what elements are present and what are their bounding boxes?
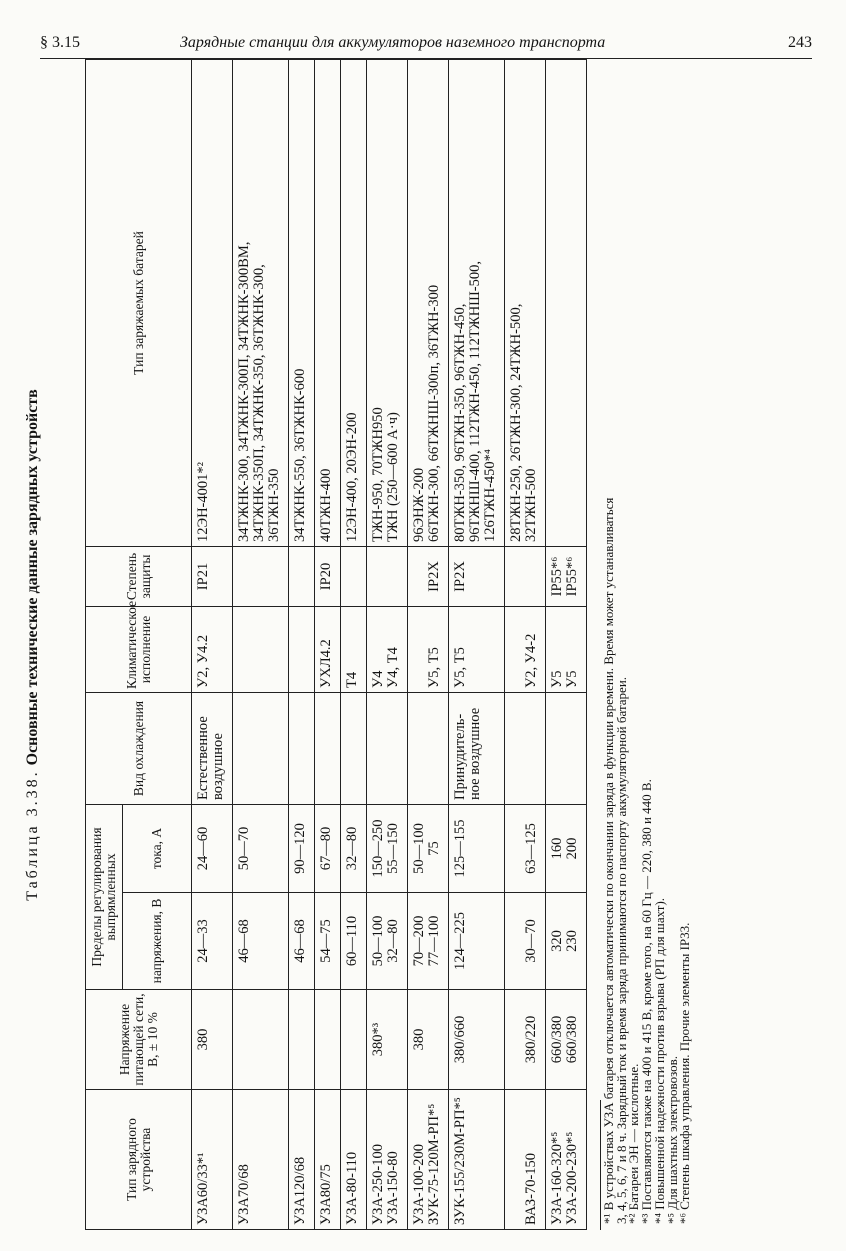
cell-type-line: [509, 1094, 524, 1225]
cell-cooling-line: [550, 697, 565, 800]
cell-climate-line: Т4: [344, 671, 360, 688]
cell-climate-line: У5: [549, 670, 565, 688]
cell-batteries: [233, 60, 289, 547]
cell-protection: [315, 547, 341, 607]
cell-limits-voltage: [449, 893, 505, 990]
col-type: Тип зарядного устройства: [86, 1090, 192, 1230]
cell-supply-voltage: [449, 990, 505, 1090]
cell-type-line: УЗА-100-200: [411, 1144, 427, 1225]
cell-cooling-line: воздушное: [210, 733, 226, 800]
cell-cooling: [192, 693, 233, 805]
cell-limits-current: [315, 805, 341, 893]
col-protection: Степень защиты: [86, 547, 192, 607]
cell-protection-line: [371, 551, 386, 602]
cell-protection-line: IP2X: [426, 561, 442, 592]
cell-batteries: [289, 60, 315, 547]
cell-protection-line: IP55*⁶: [549, 556, 565, 597]
cell-limits-voltage: [367, 893, 408, 990]
running-header: [40, 34, 812, 59]
cell-batteries-line: 34ТЖНК-300, 34ТЖНК-300П, 34ТЖНК-300ВМ,: [236, 241, 252, 542]
cell-climate: [341, 607, 367, 693]
cell-limits-voltage-line: 70—200: [411, 915, 427, 967]
cell-limits-current-line: 50—70: [236, 826, 252, 871]
cell-protection: [505, 547, 546, 607]
cell-supply-voltage-line: [237, 994, 252, 1085]
cell-limits-current-line: 200: [564, 837, 580, 860]
cell-protection-line: IP2X: [452, 561, 468, 592]
cell-batteries: [367, 60, 408, 547]
cell-supply-voltage-line: [509, 994, 524, 1085]
cell-type-line: ЗУК-75-120М-РП*⁵: [426, 1103, 442, 1225]
cell-batteries-line: 96ЭНЖ-200: [411, 467, 427, 542]
table-row: [449, 60, 505, 1230]
cell-limits-voltage-line: 320: [549, 930, 565, 952]
cell-supply-voltage-line: 380/220: [523, 1015, 539, 1064]
footnote: *⁵ Для шахтных электровозов.: [664, 1055, 680, 1224]
cell-cooling-line: ное воздушное: [467, 707, 483, 800]
cell-supply-voltage-line: 380: [411, 1028, 427, 1051]
cell-batteries: [192, 60, 233, 547]
table-row: [367, 60, 408, 1230]
cell-climate-line: [509, 611, 524, 688]
cell-type-line: ЗУК-155/230М-РП*⁵: [452, 1097, 468, 1225]
table-row: [192, 60, 233, 1230]
cell-type: [449, 1090, 505, 1230]
footnote: 3, 4, 5, 6, 7 и 8 ч. Зарядный ток и время заряда принимаются по паспорту аккумуляторной батареи.: [613, 676, 629, 1224]
col-climate: Климатическое исполнение: [86, 607, 192, 693]
table-row: [341, 60, 367, 1230]
cell-supply-voltage-line: 380/660: [452, 1015, 468, 1064]
cell-limits-current-line: 55—150: [385, 823, 401, 874]
cell-batteries: [341, 60, 367, 547]
cell-cooling: [408, 693, 449, 805]
cell-climate-line: У4, Т4: [385, 647, 401, 688]
cell-climate-line: У2, У4-2: [523, 633, 539, 688]
cell-type: [315, 1090, 341, 1230]
rotated-table-block: [23, 60, 823, 1230]
cell-supply-voltage: [192, 990, 233, 1090]
cell-supply-voltage: [546, 990, 587, 1090]
cell-type: [546, 1090, 587, 1230]
cell-climate-line: У5: [564, 670, 580, 688]
cell-cooling-line: Принудитель-: [452, 713, 468, 800]
cell-cooling: [233, 693, 289, 805]
cell-protection-line: IP20: [318, 562, 334, 591]
cell-batteries: [449, 60, 505, 547]
cell-climate-line: У4: [370, 670, 386, 688]
cell-cooling-line: [509, 697, 524, 800]
cell-type: [192, 1090, 233, 1230]
cell-climate: [233, 607, 289, 693]
cell-supply-voltage-line: 660/380: [564, 1015, 580, 1064]
cell-batteries-line: 32ТЖН-500: [523, 468, 539, 542]
cell-type-line: УЗА-150-80: [385, 1151, 401, 1225]
cell-type: [408, 1090, 449, 1230]
cell-limits-current-line: 24—60: [195, 826, 211, 871]
cell-batteries-line: 36ТЖН-350: [266, 468, 282, 542]
cell-protection: [233, 547, 289, 607]
cell-supply-voltage-line: [345, 994, 360, 1085]
running-title: Зарядные станции для аккумуляторов наземного транспорта: [180, 34, 606, 51]
specs-table: [85, 59, 587, 1230]
cell-protection: [289, 547, 315, 607]
cell-batteries-line: 80ТЖН-350, 96ТЖН-350, 96ТЖН-450,: [452, 303, 468, 542]
table-row: [315, 60, 341, 1230]
cell-cooling: [289, 693, 315, 805]
cell-limits-current-line: 150—250: [370, 819, 386, 878]
cell-supply-voltage: [315, 990, 341, 1090]
table-row: [546, 60, 587, 1230]
cell-limits-current: [367, 805, 408, 893]
cell-type-line: ВАЗ-70-150: [523, 1152, 539, 1225]
table-number: Таблица 3.38.: [24, 769, 41, 901]
cell-cooling-line: [237, 697, 252, 800]
cell-type: [233, 1090, 289, 1230]
cell-protection: [408, 547, 449, 607]
table-row: [408, 60, 449, 1230]
cell-protection-line: [237, 551, 252, 602]
cell-cooling-line: [412, 697, 427, 800]
cell-limits-current: [233, 805, 289, 893]
cell-protection: [449, 547, 505, 607]
cell-limits-current-line: [509, 809, 524, 888]
cell-protection-line: [293, 551, 308, 602]
cell-limits-voltage-line: 24—33: [195, 919, 211, 963]
cell-climate: [546, 607, 587, 693]
cell-cooling: [505, 693, 546, 805]
cell-cooling: [449, 693, 505, 805]
cell-cooling: [546, 693, 587, 805]
cell-limits-voltage-line: 46—68: [292, 919, 308, 963]
cell-cooling-line: [345, 697, 360, 800]
cell-batteries-line: 40ТЖН-400: [318, 468, 334, 542]
cell-limits-voltage-line: 124—225: [452, 912, 468, 970]
table-body: [192, 60, 587, 1230]
cell-type: [289, 1090, 315, 1230]
cell-limits-voltage-line: 32—80: [385, 919, 401, 963]
cell-protection: [341, 547, 367, 607]
cell-climate: [315, 607, 341, 693]
cell-limits-current-line: 90—120: [292, 823, 308, 874]
cell-limits-voltage-line: 54—75: [318, 919, 334, 963]
cell-protection-line: [509, 551, 524, 602]
cell-supply-voltage: [341, 990, 367, 1090]
cell-type-line: УЗА80/75: [318, 1164, 334, 1225]
cell-type-line: УЗА60/33*¹: [195, 1152, 211, 1225]
cell-type-line: УЗА120/68: [292, 1156, 308, 1225]
cell-cooling: [367, 693, 408, 805]
cell-climate-line: УХЛ4.2: [318, 639, 334, 688]
cell-limits-voltage-line: 77—100: [426, 915, 442, 967]
cell-climate: [367, 607, 408, 693]
cell-climate: [289, 607, 315, 693]
cell-batteries-line: 66ТЖН-300, 66ТЖНШ-300п, 36ТЖН-300: [426, 284, 442, 542]
col-batteries: Тип заряжаемых батарей: [86, 60, 192, 547]
cell-batteries-line: 34ТЖНК-350П, 34ТЖНК-350, 36ТЖНК-300,: [251, 264, 267, 542]
cell-batteries-line: ТЖН-950, 70ТЖН950: [370, 407, 386, 542]
cell-limits-voltage: [505, 893, 546, 990]
table-row: [233, 60, 289, 1230]
cell-type-line: УЗА-250-100: [370, 1144, 386, 1225]
cell-protection-line: [345, 551, 360, 602]
cell-type-line: УЗА70/68: [236, 1164, 252, 1225]
cell-protection-line: [412, 551, 427, 602]
cell-supply-voltage: [408, 990, 449, 1090]
col-cooling: Вид охлаждения: [86, 693, 192, 805]
footnote: *⁴ Повышенной надежности против взрыва (РП для шахт).: [651, 897, 667, 1224]
section-number: § 3.15: [40, 34, 80, 51]
cell-limits-current-line: 75: [426, 841, 442, 856]
cell-climate-line: [237, 611, 252, 688]
table-row: [505, 60, 546, 1230]
cell-climate-line: [412, 611, 427, 688]
cell-supply-voltage: [233, 990, 289, 1090]
cell-limits-voltage-line: [509, 897, 524, 985]
cell-limits-voltage-line: 46—68: [236, 919, 252, 963]
cell-limits-voltage: [341, 893, 367, 990]
cell-type-line: УЗА-80-110: [344, 1151, 360, 1225]
cell-climate-line: У2, У4.2: [195, 634, 211, 688]
cell-limits-current-line: 160: [549, 837, 565, 860]
page-number: 243: [788, 34, 812, 51]
footnote: *¹ В устройствах УЗА батарея отключается автоматически по окончании заряда в функции времени. Время может устанавливаться: [601, 497, 616, 1224]
cell-type: [505, 1090, 546, 1230]
cell-limits-current-line: 32—80: [344, 826, 360, 871]
cell-limits-voltage-line: 30—70: [523, 919, 539, 963]
cell-limits-current: [289, 805, 315, 893]
cell-supply-voltage-line: [293, 994, 308, 1085]
cell-batteries-line: ТЖН (250—600 А·ч): [385, 412, 401, 542]
footnote: *⁶ Степень шкафа управления. Прочие элементы IP33.: [677, 922, 693, 1224]
cell-limits-current-line: 50—100: [411, 823, 427, 874]
cell-supply-voltage-line: 380*³: [370, 1022, 386, 1057]
cell-limits-current: [449, 805, 505, 893]
cell-cooling-line: Естественное: [195, 716, 211, 800]
cell-limits-voltage-line: 50—100: [370, 915, 386, 967]
table-title: Основные технические данные зарядных устройств: [24, 389, 41, 766]
cell-type: [341, 1090, 367, 1230]
cell-batteries: [315, 60, 341, 547]
cell-climate: [408, 607, 449, 693]
cell-limits-voltage: [315, 893, 341, 990]
cell-climate-line: У5, Т5: [426, 647, 442, 688]
cell-limits-current-line: 67—80: [318, 826, 334, 871]
cell-climate-line: У5, Т5: [452, 647, 468, 688]
cell-supply-voltage-line: 660/380: [549, 1015, 565, 1064]
table-caption: [23, 60, 43, 1230]
cell-batteries-line: 34ТЖНК-550, 36ТЖНК-600: [292, 368, 308, 542]
cell-cooling: [341, 693, 367, 805]
cell-supply-voltage-line: [319, 994, 334, 1085]
cell-supply-voltage: [367, 990, 408, 1090]
cell-cooling: [315, 693, 341, 805]
cell-limits-current: [408, 805, 449, 893]
col-limits-group: Пределы регулирования выпрямленных: [86, 805, 123, 990]
cell-batteries: [505, 60, 546, 547]
cell-climate-line: [293, 611, 308, 688]
cell-supply-voltage: [505, 990, 546, 1090]
col-limits-voltage: напряжения, В: [123, 893, 192, 990]
cell-limits-voltage-line: 230: [564, 930, 580, 952]
cell-batteries: [408, 60, 449, 547]
cell-type-line: УЗА-200-230*⁵: [564, 1131, 580, 1225]
cell-limits-current: [341, 805, 367, 893]
cell-limits-voltage: [233, 893, 289, 990]
footnote: *³ Поставляются также на 400 и 415 В, кроме того, на 60 Гц — 220, 380 и 440 В.: [639, 779, 655, 1224]
cell-batteries-line: 28ТЖН-250, 26ТЖН-300, 24ТЖН-500,: [508, 303, 524, 542]
cell-type: [367, 1090, 408, 1230]
cell-batteries-line: 12ЭН-400, 20ЭН-200: [344, 412, 360, 542]
cell-limits-voltage: [408, 893, 449, 990]
cell-cooling-line: [293, 697, 308, 800]
cell-supply-voltage: [289, 990, 315, 1090]
cell-limits-current-line: 125—155: [452, 819, 468, 878]
col-supply-voltage: Напряжение питающей сети, В, ± 10 %: [86, 990, 192, 1090]
cell-limits-voltage-line: 60—110: [344, 915, 360, 967]
table-row: [289, 60, 315, 1230]
cell-limits-voltage: [546, 893, 587, 990]
cell-limits-current: [546, 805, 587, 893]
cell-protection-line: IP55*⁶: [564, 556, 580, 597]
cell-limits-current-line: 63—125: [523, 823, 539, 874]
cell-limits-current: [192, 805, 233, 893]
header-row-1: [86, 60, 123, 1230]
cell-batteries: [546, 60, 587, 547]
cell-cooling-line: [371, 697, 386, 800]
footnotes: [603, 64, 692, 1224]
cell-limits-voltage: [192, 893, 233, 990]
cell-protection-line: IP21: [195, 562, 211, 591]
cell-batteries-line: 96ТЖНШ-400, 112ТЖН-450, 112ТЖНШ-500,: [467, 260, 483, 542]
cell-protection: [546, 547, 587, 607]
col-limits-current: тока, А: [123, 805, 192, 893]
cell-batteries-line: 126ТЖН-450*⁴: [482, 449, 498, 542]
cell-limits-current: [505, 805, 546, 893]
cell-climate: [449, 607, 505, 693]
cell-climate: [505, 607, 546, 693]
cell-protection: [367, 547, 408, 607]
cell-supply-voltage-line: 380: [195, 1028, 211, 1051]
cell-protection: [192, 547, 233, 607]
cell-climate: [192, 607, 233, 693]
cell-limits-voltage: [289, 893, 315, 990]
cell-type-line: УЗА-160-320*⁵: [549, 1131, 565, 1225]
footnote: *² Батареи ЭН — кислотные.: [626, 1063, 642, 1224]
cell-batteries-line: 12ЭН-4001*²: [195, 462, 211, 542]
cell-batteries-line: [550, 64, 565, 542]
cell-cooling-line: [319, 697, 334, 800]
